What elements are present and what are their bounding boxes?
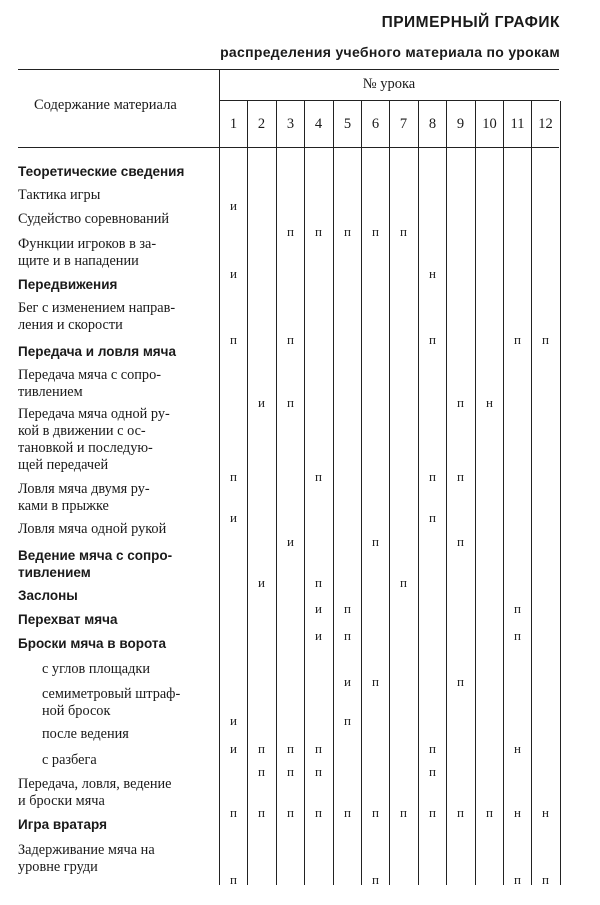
lesson-mark: п xyxy=(344,713,351,728)
row-label: Передача, ловля, ведение и броски мяча xyxy=(18,776,172,809)
lesson-number-header: № урока xyxy=(362,76,416,92)
lesson-mark: п xyxy=(400,805,407,820)
lesson-mark: п xyxy=(457,674,464,689)
lesson-mark: п xyxy=(429,510,436,525)
lesson-mark: п xyxy=(486,805,493,820)
lesson-mark: и xyxy=(287,534,294,549)
lesson-mark: п xyxy=(457,395,464,410)
lesson-mark: п xyxy=(315,469,322,484)
lesson-number: 2 xyxy=(257,116,266,132)
table-header-rule xyxy=(18,147,559,148)
lesson-number: 8 xyxy=(428,116,437,132)
lesson-mark: н xyxy=(514,741,521,756)
lesson-mark: п xyxy=(258,764,265,779)
row-label: Задерживание мяча на уровне груди xyxy=(18,842,155,875)
page-title: ПРИМЕРНЫЙ ГРАФИК xyxy=(381,14,560,31)
lesson-mark: и xyxy=(230,741,237,756)
row-label: Передача мяча одной ру- кой в движении с ос- тановкой и последую- щей передачей xyxy=(18,406,170,473)
column-rule xyxy=(475,101,476,885)
lesson-mark: п xyxy=(372,805,379,820)
category-label: Броски мяча в ворота xyxy=(18,636,166,651)
row-label: Передача мяча с сопро- тивлением xyxy=(18,367,161,400)
lesson-mark: п xyxy=(429,741,436,756)
column-rule xyxy=(333,101,334,885)
lesson-mark: п xyxy=(230,332,237,347)
lesson-number: 12 xyxy=(538,116,553,132)
lesson-number: 5 xyxy=(343,116,352,132)
lesson-mark: п xyxy=(429,805,436,820)
lesson-number: 9 xyxy=(456,116,465,132)
lesson-mark: п xyxy=(457,469,464,484)
lesson-mark: п xyxy=(287,741,294,756)
lesson-mark: п xyxy=(258,805,265,820)
column-rule xyxy=(531,101,532,885)
category-label: Передвижения xyxy=(18,277,118,292)
lesson-mark: и xyxy=(230,266,237,281)
lesson-mark: п xyxy=(429,332,436,347)
lesson-mark: и xyxy=(315,601,322,616)
lesson-mark: и xyxy=(344,674,351,689)
category-label: Игра вратаря xyxy=(18,817,107,832)
lesson-mark: п xyxy=(258,741,265,756)
lesson-mark: п xyxy=(344,224,351,239)
row-label: Тактика игры xyxy=(18,187,101,203)
row-label: Судейство соревнований xyxy=(18,211,170,227)
column-rule xyxy=(389,101,390,885)
row-label: после ведения xyxy=(42,726,129,742)
category-label: Теоретические сведения xyxy=(18,164,185,179)
lesson-mark: п xyxy=(514,872,521,887)
lesson-mark: п xyxy=(230,805,237,820)
lesson-mark: н xyxy=(486,395,493,410)
lesson-number: 7 xyxy=(399,116,408,132)
lesson-number: 4 xyxy=(314,116,323,132)
lesson-number: 3 xyxy=(286,116,295,132)
row-label: семиметровый штраф- ной бросок xyxy=(42,686,181,719)
lesson-mark: п xyxy=(400,575,407,590)
column-rule xyxy=(503,101,504,885)
lesson-mark: п xyxy=(372,674,379,689)
lesson-number: 10 xyxy=(482,116,497,132)
content-column-header: Содержание материала xyxy=(34,97,177,113)
lesson-mark: и xyxy=(258,575,265,590)
lesson-number: 11 xyxy=(510,116,525,132)
table-top-rule xyxy=(18,69,559,70)
lesson-mark: н xyxy=(542,805,549,820)
lesson-mark: и xyxy=(230,198,237,213)
lesson-mark: п xyxy=(514,332,521,347)
row-label: Ловля мяча двумя ру- ками в прыжке xyxy=(18,481,150,514)
lesson-mark: п xyxy=(344,601,351,616)
lesson-mark: п xyxy=(542,332,549,347)
lesson-mark: п xyxy=(372,872,379,887)
lesson-mark: п xyxy=(457,534,464,549)
lesson-number: 1 xyxy=(229,116,238,132)
lesson-mark: и xyxy=(230,713,237,728)
lesson-mark: н xyxy=(429,266,436,281)
lesson-mark: п xyxy=(315,741,322,756)
row-label: с разбега xyxy=(42,752,97,768)
lesson-mark: п xyxy=(287,395,294,410)
lesson-mark: п xyxy=(514,601,521,616)
lesson-mark: п xyxy=(344,805,351,820)
row-label: Бег с изменением направ- ления и скорости xyxy=(18,300,176,333)
row-label: Ловля мяча одной рукой xyxy=(18,521,167,537)
lesson-mark: п xyxy=(315,764,322,779)
category-label: Передача и ловля мяча xyxy=(18,344,177,359)
lesson-mark: п xyxy=(514,628,521,643)
lesson-mark: п xyxy=(315,224,322,239)
lesson-mark: п xyxy=(287,764,294,779)
category-label: Ведение мяча с сопро- тивлением xyxy=(18,548,173,580)
category-label: Перехват мяча xyxy=(18,612,118,627)
lesson-mark: п xyxy=(315,575,322,590)
lesson-mark: п xyxy=(372,224,379,239)
lesson-mark: п xyxy=(542,872,549,887)
lesson-mark: п xyxy=(457,805,464,820)
lesson-mark: и xyxy=(258,395,265,410)
page-subtitle: распределения учебного материала по урокам xyxy=(220,44,560,60)
category-label: Заслоны xyxy=(18,588,78,603)
lesson-mark: п xyxy=(230,872,237,887)
lesson-number: 6 xyxy=(371,116,380,132)
lesson-mark: и xyxy=(230,510,237,525)
row-label: Функции игроков в за- щите и в нападении xyxy=(18,236,157,269)
lesson-mark: п xyxy=(230,469,237,484)
column-rule xyxy=(361,101,362,885)
lesson-mark: п xyxy=(287,805,294,820)
lesson-mark: и xyxy=(315,628,322,643)
lesson-mark: п xyxy=(429,764,436,779)
lesson-mark: п xyxy=(429,469,436,484)
lesson-mark: п xyxy=(287,224,294,239)
lesson-mark: п xyxy=(372,534,379,549)
lesson-mark: п xyxy=(315,805,322,820)
lesson-mark: п xyxy=(344,628,351,643)
row-label: с углов площадки xyxy=(42,661,150,677)
lesson-mark: н xyxy=(514,805,521,820)
lesson-mark: п xyxy=(400,224,407,239)
lesson-mark: п xyxy=(287,332,294,347)
column-rule xyxy=(560,101,561,885)
